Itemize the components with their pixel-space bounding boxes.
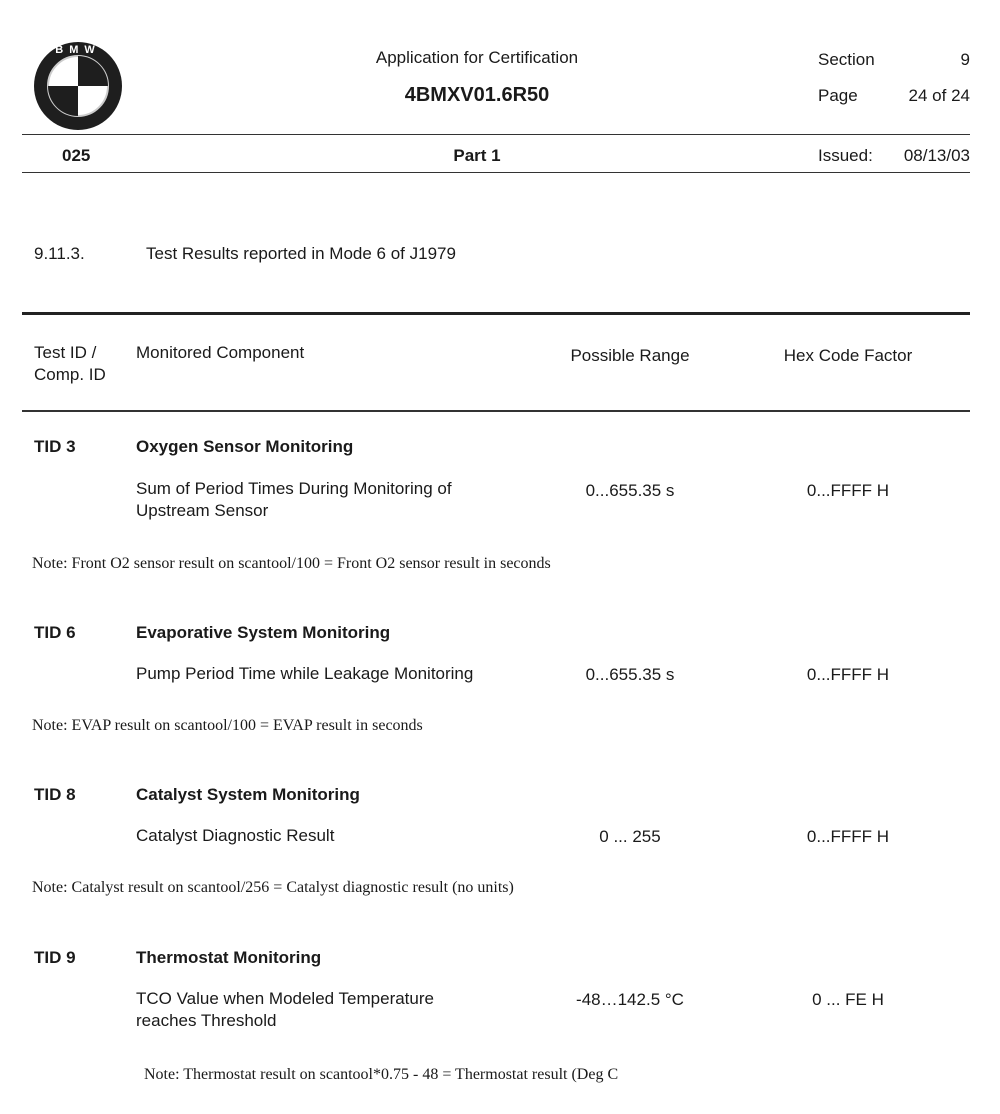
test-note: Note: Front O2 sensor result on scantool/100 = Front O2 sensor result in seconds <box>32 555 551 572</box>
test-title: Evaporative System Monitoring <box>136 623 391 642</box>
test-description: Pump Period Time while Leakage Monitoring <box>136 664 474 683</box>
test-title: Thermostat Monitoring <box>136 948 322 967</box>
svg-text:BMW: BMW <box>55 44 101 56</box>
test-title: Oxygen Sensor Monitoring <box>136 437 354 456</box>
test-note: Note: Thermostat result on scantool*0.75 - 48 = Thermostat result (Deg C <box>144 1066 619 1083</box>
table-top-rule <box>22 312 970 315</box>
test-id: TID 3 <box>34 437 76 456</box>
col-header-test-id-line2: Comp. ID <box>34 365 106 384</box>
test-title: Catalyst System Monitoring <box>136 785 360 804</box>
page-value: 24 of 24 <box>908 86 970 105</box>
col-header-test-id-line1: Test ID / <box>34 343 97 362</box>
test-id: TID 6 <box>34 623 76 642</box>
test-id: TID 9 <box>34 948 76 967</box>
section-label: Section <box>818 50 875 69</box>
issued-label: Issued: <box>818 146 873 165</box>
bmw-logo <box>32 40 124 132</box>
test-id: TID 8 <box>34 785 76 804</box>
test-description-line2: Upstream Sensor <box>136 501 269 520</box>
test-description <box>136 478 526 522</box>
document-title: Application for Certification <box>375 48 579 67</box>
test-description <box>136 988 526 1032</box>
test-range: 0...655.35 s <box>585 665 675 684</box>
issued-date: 08/13/03 <box>903 146 970 165</box>
test-range: -48…142.5 °C <box>576 990 684 1009</box>
page-label: Page <box>818 86 858 105</box>
test-note: Note: EVAP result on scantool/100 = EVAP result in seconds <box>32 717 423 734</box>
section-value: 9 <box>960 50 970 69</box>
test-range: 0...655.35 s <box>585 481 675 500</box>
certification-code: 4BMXV01.6R50 <box>404 84 550 106</box>
test-hex-factor: 0...FFFF H <box>806 481 890 500</box>
part-label: Part 1 <box>453 146 501 165</box>
col-header-hex: Hex Code Factor <box>783 346 913 365</box>
test-hex-factor: 0 ... FE H <box>812 990 884 1009</box>
test-hex-factor: 0...FFFF H <box>806 665 890 684</box>
test-description-line2: reaches Threshold <box>136 1011 277 1030</box>
test-description-line1: TCO Value when Modeled Temperature <box>136 989 434 1008</box>
section-number: 9.11.3. <box>34 244 85 263</box>
test-description: Catalyst Diagnostic Result <box>136 826 335 845</box>
col-header-test-id <box>34 342 106 386</box>
test-range: 0 ... 255 <box>599 827 661 846</box>
test-hex-factor: 0...FFFF H <box>806 827 890 846</box>
test-note: Note: Catalyst result on scantool/256 = Catalyst diagnostic result (no units) <box>32 879 514 896</box>
col-header-component: Monitored Component <box>136 343 305 362</box>
test-description-line1: Sum of Period Times During Monitoring of <box>136 479 452 498</box>
table-header-rule <box>22 410 970 412</box>
header-divider-top <box>22 134 970 135</box>
col-header-range: Possible Range <box>570 346 690 365</box>
header-divider-bottom <box>22 172 970 173</box>
section-title: Test Results reported in Mode 6 of J1979 <box>146 244 456 263</box>
document-number: 025 <box>62 146 91 165</box>
